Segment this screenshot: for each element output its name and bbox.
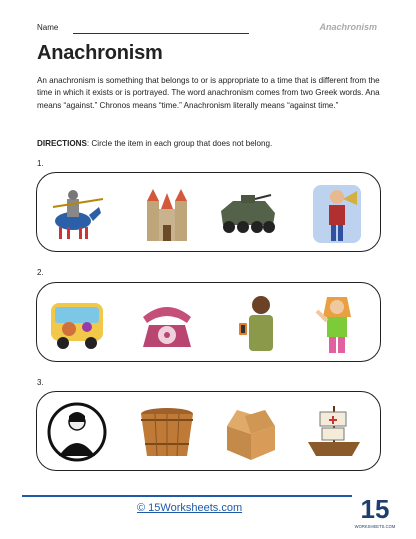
footer-divider	[22, 495, 352, 497]
hippie-van-icon[interactable]	[45, 291, 109, 355]
rotary-phone-icon[interactable]	[135, 291, 199, 355]
name-label: Name	[37, 23, 59, 32]
castle-icon[interactable]	[135, 181, 199, 245]
group-3-box	[36, 391, 381, 471]
group-1-number: 1.	[37, 159, 44, 168]
intro-paragraph: An anachronism is something that belongs to or is appropriate to a time that is different from the time in which it exists or is portrayed. The word anachronism comes from two Greek words. Ana means “against.” Chronos means “time.” Anachronism literally means “against time.”	[37, 76, 380, 110]
man-with-smartphone-icon[interactable]	[227, 291, 291, 355]
name-row	[37, 22, 397, 36]
name-line[interactable]	[73, 33, 249, 34]
wooden-barrel-icon[interactable]	[135, 400, 199, 464]
directions	[37, 139, 382, 148]
logo-text: WORKSHEETS.COM	[354, 524, 396, 529]
group-1-box	[36, 172, 381, 252]
site-logo[interactable]	[354, 490, 396, 532]
group-2-number: 2.	[37, 268, 44, 277]
page-title: Anachronism	[37, 42, 163, 64]
sailing-ship-icon[interactable]	[302, 400, 366, 464]
logo-number: 15	[360, 494, 390, 524]
sheet-title-tag: Anachronism	[319, 22, 377, 32]
hippie-person-icon[interactable]	[305, 291, 369, 355]
cardboard-box-icon[interactable]	[219, 400, 283, 464]
directions-label: DIRECTIONS	[37, 139, 87, 148]
group-3-number: 3.	[37, 378, 44, 387]
group-2-box	[36, 282, 381, 362]
knight-on-horse-icon[interactable]	[45, 181, 109, 245]
explorer-portrait-icon[interactable]	[45, 400, 109, 464]
medieval-trumpeter-icon[interactable]	[305, 181, 369, 245]
footer-link[interactable]: © 15Worksheets.com	[137, 502, 243, 514]
armored-vehicle-icon[interactable]	[215, 181, 279, 245]
directions-text: : Circle the item in each group that does not belong.	[86, 139, 273, 148]
